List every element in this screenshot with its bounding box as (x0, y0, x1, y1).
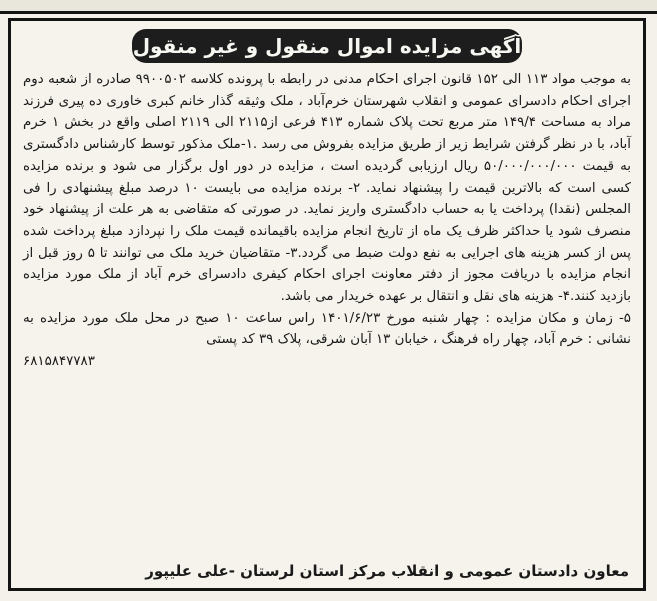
postal-code: ۶۸۱۵۸۴۷۷۸۳ (23, 354, 95, 370)
notice-paragraph-terms: به موجب مواد ۱۱۳ الی ۱۵۲ قانون اجرای احکام مدنی در رابطه با پرونده کلاسه ۹۹۰۰۵۰۲ صادره از شعبه دوم اجرای احکام دادسرای عمومی و انقلاب شهرستان خرم‌آباد ، ملک وثیقه گذار خانم کبری خاوری ده پیری فرزند مراد به مساحت ۱۴۹/۴ متر مربع تحت پلاک شماره ۴۱۳ فرعی از۲۱۱۵ الی ۲۱۱۹ اصلی واقع در بخش ۱ خرم آباد، با در نظر گرفتن شرایط زیر از طریق مزایده بفروش می رسد .۱-ملک مذکور توسط کارشناس دادگستری به قیمت ۵۰/۰۰۰/۰۰۰/۰۰۰ ریال ارزیابی گردیده است ، مزایده در دور اول برگزار می شود و برنده مزایده کسی است که بالاترین قیمت را پیشنهاد نماید. ۲- برنده مزایده می بایست ۱۰ درصد مبلغ پیشنهادی را فی المجلس (نقدا) پرداخت یا به حساب دادگستری واریز نماید. در صورتی که متقاضی به هر علت از پیشنهاد خود منصرف شود یا حداکثر ظرف یک ماه از تاریخ انجام مزایده باقیمانده قیمت ملک را نپردازد مبلغ پرداخت شده پس از کسر هزینه های اجرایی به نفع دولت ضبط می گردد.۳- متقاضیان خرید ملک می توانند تا ۵ روز قبل از انجام مزایده با دریافت مجوز از دفتر معاونت اجرای احکام کیفری دادسرای خرم آباد از ملک مورد مزایده بازدید کنند.۴- هزینه های نقل و انتقال بر عهده خریدار می باشد. (23, 72, 632, 305)
notice-title: آگهی مزایده اموال منقول و غیر منقول (132, 29, 522, 63)
previous-ad-border (0, 0, 657, 14)
notice-paragraph-time-place: ۵- زمان و مکان مزایده : چهار شنبه مورخ ۱۴۰۱/۶/۲۳ راس ساعت ۱۰ صبح در محل ملک مورد مزایده به نشانی : خرم آباد، چهار راه فرهنگ ، خیابان ۱۳ آبان شرقی، پلاک ۳۹ کد پستی (23, 310, 631, 348)
notice-body (23, 69, 631, 373)
auction-notice (8, 18, 646, 591)
notice-signature: معاون دادستان عمومی و انقلاب مرکز استان لرستان -علی علیپور (145, 562, 629, 580)
